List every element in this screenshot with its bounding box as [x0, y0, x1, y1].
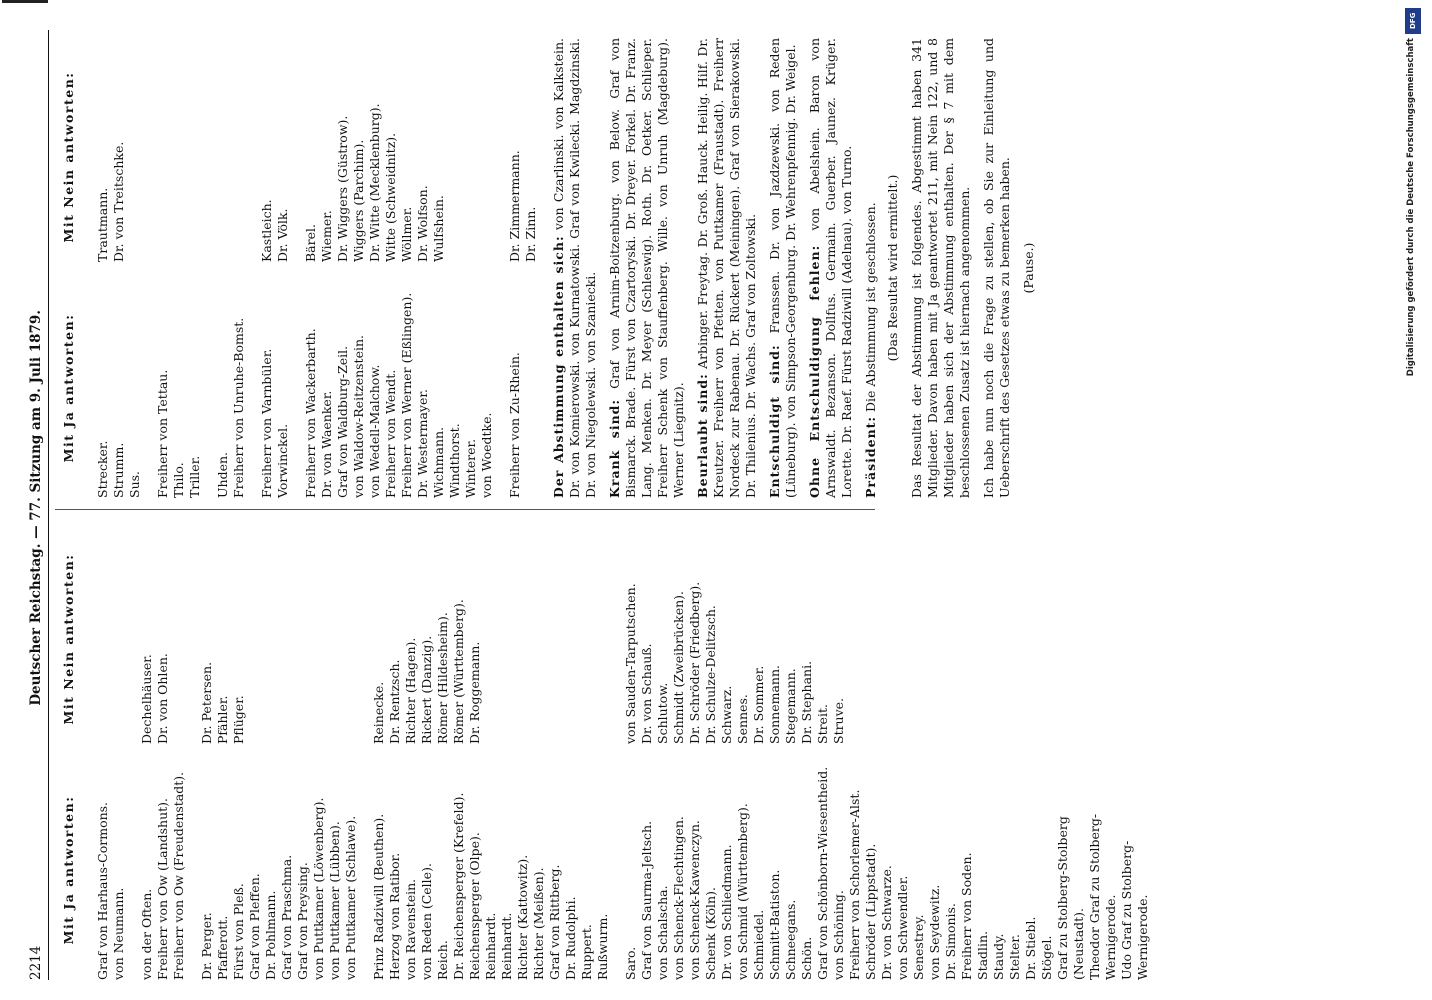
ohne-text: von Abelshein. Baron von Arnswaldt. Bezanson. Dollfus. Germain. Guerber. Jaunez. Krüger. Lorette. Dr. Raef. Fürst Radziwill (Adelnau). von Turno.: [807, 37, 854, 498]
beurlaubt-text: Arbinger. Freytag. Dr. Groß. Hauck. Heilig. Hilf. Dr. Kreutzer. Freiherr von Pfetten. von Puttkamer (Fraustadt). Freiherr Nordeck zur Rabenau. Dr. Rückert (Meiningen). Graf von Sierakowski. Dr. Thilenius. Dr. Wachs. Graf von Zoltowski.: [695, 38, 758, 498]
ja-name: Freiherr von Ow (Freudenstadt).: [171, 771, 186, 980]
ja-name: Freiherr von Unruhe-Bomst.: [231, 317, 246, 498]
page-number: 2214: [28, 945, 44, 980]
nein-name: Dr. Stephani.: [799, 660, 814, 744]
beurlaubt-lead: Beurlaubt sind:: [695, 373, 710, 498]
name-group: [95, 38, 143, 498]
ja-name: von Schenck-Kawenczyn.: [687, 820, 702, 980]
nein-heading: Mit Nein antworten:: [61, 71, 76, 243]
nein-list: [95, 534, 127, 744]
ja-name: von Puttkamer (Lübben).: [327, 821, 342, 980]
ja-name: Schmiedel.: [751, 909, 766, 980]
nein-name: Dr. Zimmermann.: [507, 150, 522, 262]
entschuldigt-text: Franssen. Dr. von Jazdzewski. von Reden (Lüneburg). von Simpson-Georgenburg. Dr. Wehrenpfennig. Dr. Weigel.: [767, 38, 798, 498]
right-paragraphs: [551, 38, 1037, 498]
nein-list: [303, 52, 495, 262]
ja-list: [139, 760, 187, 980]
ja-name: Graf von Saurma-Jeltsch.: [639, 820, 654, 980]
president-text: Die Abstimmung ist geschlossen.: [863, 202, 878, 416]
ja-name: von Schwendler.: [895, 875, 910, 980]
ja-name: Pfafferott.: [215, 915, 230, 980]
ja-name: Triller.: [187, 455, 202, 498]
ja-name: Freiherr von Tettau.: [155, 369, 170, 498]
nein-list: [507, 52, 539, 262]
ja-name: Dr. Perger.: [199, 912, 214, 980]
ja-name: von Puttkamer (Löwenberg).: [311, 797, 326, 980]
ja-name: Thilo.: [171, 462, 186, 498]
krank-paragraph: [607, 38, 687, 498]
nein-name: Dr. Völk.: [275, 208, 290, 262]
nein-name: Reinecke.: [371, 681, 386, 744]
nein-name: Wöllmer.: [399, 206, 414, 262]
ja-name: Rußwurm.: [595, 913, 610, 980]
pause-note: (Pause.): [1021, 242, 1036, 294]
nein-name: Wulfshein.: [431, 195, 446, 262]
ja-name: Freiherr von Zu-Rhein.: [507, 352, 522, 498]
ja-name: von Neumann.: [111, 887, 126, 980]
ja-name: Reinhardt.: [483, 912, 498, 980]
nein-name: von Sauden-Tarputschen.: [623, 583, 638, 744]
ja-name: Graf von Waldburg-Zeil.: [335, 345, 350, 498]
ja-list: [259, 278, 291, 498]
nein-heading: Mit Nein antworten:: [61, 553, 76, 725]
ja-name: Staudy.: [991, 933, 1006, 980]
ja-name: von Seydewitz.: [927, 884, 942, 980]
ja-name: Reich.: [435, 940, 450, 980]
ja-name: Graf von Praschma.: [279, 854, 294, 980]
ja-name: Freiherr von Ow (Landshut).: [155, 797, 170, 980]
ja-name: Freiherr von Wackerbarth.: [303, 328, 318, 498]
column-divider: [55, 509, 875, 510]
ja-name: Freiherr von Varnbüler.: [259, 348, 274, 498]
entschuldigt-lead: Entschuldigt sind:: [767, 344, 782, 498]
name-group: [623, 520, 1151, 980]
nein-name: Dr. Sommer.: [751, 665, 766, 744]
nein-name: Dr. von Treitschke.: [111, 141, 126, 262]
nein-name: Struve.: [831, 697, 846, 744]
nein-list: [215, 52, 247, 262]
name-group: [199, 520, 359, 980]
nein-name: Schlutow.: [655, 682, 670, 744]
name-group: [371, 520, 611, 980]
result-paragraph: Das Resultat der Abstimmung ist folgendes. Abgestimmt haben 341 Mitglieder. Davon haben mit Ja geantwortet 211, mit Nein 122, und 8 Mitglieder haben sich der Abstimmung enthalten. Der § 7 mit dem beschlossenen Zusatz ist hiernach angenommen.: [909, 38, 972, 498]
nein-list: [259, 52, 291, 262]
ja-name: Prinz Radziwill (Beuthen).: [371, 813, 386, 980]
nein-name: Pflüger.: [231, 695, 246, 744]
nein-name: Dr. Wolfson.: [415, 185, 430, 262]
nein-name: Dr. Rentzsch.: [387, 659, 402, 744]
column-right: [61, 38, 1163, 498]
nein-name: Römer (Hildesheim).: [435, 612, 450, 744]
ja-list: [623, 760, 1151, 980]
enthalten-text: von Czarlinski. von Kalkstein. Dr. von Komierowski. von Kurnatowski. Graf von Kwilecki. Magdzinski. Dr. von Niegolewski. von Szaniecki.: [551, 38, 598, 498]
nein-list: [199, 534, 359, 744]
ja-name: Herzog von Ratibor.: [387, 852, 402, 980]
nein-list: [371, 534, 611, 744]
nein-name: Dr. von Ohlen.: [155, 653, 170, 744]
name-group: [507, 38, 539, 498]
nein-name: Wiggers (Parchim).: [351, 139, 366, 262]
nein-name: Römer (Württemberg).: [451, 599, 466, 744]
ja-name: von Schmid (Württemberg).: [735, 803, 750, 980]
nein-name: Wiemer.: [319, 210, 334, 262]
ja-name: Udo Graf zu Stolberg-Wernigerode.: [1119, 840, 1150, 980]
nein-list: [155, 52, 203, 262]
president-paragraph: [863, 38, 879, 498]
ja-heading: Mit Ja antworten:: [61, 313, 76, 463]
closing-paragraph: Ich habe nun noch die Frage zu stellen, ob Sie zur Einleitung und Ueberschrift des Gesetzes etwas zu bemerken haben.: [981, 38, 1012, 498]
ja-list: [155, 278, 203, 498]
ja-name: Theodor Graf zu Stolberg-Wernigerode.: [1087, 813, 1118, 980]
sidebar: [1403, 8, 1425, 992]
ja-name: Windthorst.: [447, 423, 462, 498]
ja-list: [215, 278, 247, 498]
ja-name: Schmitt-Batiston.: [767, 869, 782, 980]
ja-list: [95, 278, 143, 498]
ja-name: von Schenck-Flechtingen.: [671, 816, 686, 980]
nein-name: Dr. Schröder (Friedberg).: [687, 581, 702, 744]
ja-name: Reichensperger (Olpe).: [467, 832, 482, 980]
name-group: [215, 38, 247, 498]
page-header: [28, 30, 49, 980]
ja-name: von Schalscha.: [655, 885, 670, 980]
ja-name: von Schöning.: [831, 890, 846, 980]
ja-name: Stögel.: [1039, 935, 1054, 980]
ja-name: Schröder (Lippstadt).: [863, 843, 878, 980]
nein-name: Witte (Schweidnitz).: [383, 132, 398, 262]
nein-name: Dechelhäuser.: [139, 654, 154, 744]
krank-lead: Krank sind:: [607, 398, 622, 498]
ja-name: von Puttkamer (Schlawe).: [343, 815, 358, 980]
ja-name: Freiherr von Werner (Eßlingen).: [399, 292, 414, 498]
ja-name: von Waldow-Reitzenstein.: [351, 335, 366, 498]
ja-name: Dr. von Schwarze.: [879, 865, 894, 980]
ja-name: Freiherr von Schorlemer-Alst.: [847, 789, 862, 980]
name-group: [259, 38, 291, 498]
nein-name: Bärel.: [303, 224, 318, 262]
ja-name: Stadlin.: [975, 930, 990, 980]
ja-name: Dr. Reichensperger (Krefeld).: [451, 792, 466, 980]
dfg-logo-badge: DFG: [1405, 8, 1421, 34]
ja-name: Dr. Stiebl.: [1023, 916, 1038, 980]
nein-name: Sonnemann.: [767, 665, 782, 744]
ja-name: Saro.: [623, 946, 638, 980]
ja-name: Sus.: [127, 470, 142, 498]
ja-name: Ruppert.: [579, 924, 594, 980]
ja-name: von Ravenstein.: [403, 878, 418, 980]
ja-list: [303, 278, 495, 498]
ja-name: Richter (Kattowitz).: [515, 854, 530, 980]
ja-name: Strumm.: [111, 442, 126, 498]
ja-name: Richter (Meißen).: [531, 867, 546, 980]
ja-name: von Wedell-Malchow.: [367, 364, 382, 498]
page-title: Deutscher Reichstag. — 77. Sitzung am 9. Juli 1879.: [28, 309, 44, 706]
ja-name: Dr. von Waenker.: [319, 390, 334, 498]
name-group: [95, 520, 127, 980]
ja-name: Reinhardt.: [499, 912, 514, 980]
ja-name: Schneegans.: [783, 899, 798, 980]
ja-name: Freiherr von Soden.: [959, 852, 974, 980]
ja-list: [507, 278, 539, 498]
ja-name: Dr. Pohlmann.: [263, 890, 278, 980]
ja-list: [199, 760, 359, 980]
ja-name: Dr. Westermayer.: [415, 389, 430, 498]
ja-name: Graf von Preysing.: [295, 862, 310, 980]
ja-name: Uhden.: [215, 451, 230, 498]
enthalten-lead: Der Abstimmung enthalten sich:: [551, 235, 566, 498]
ja-name: Fürst von Pleß.: [231, 883, 246, 980]
ja-name: Schenk (Köln).: [703, 887, 718, 980]
nein-name: Dr. Schulze-Delitzsch.: [703, 605, 718, 744]
digitization-credit: Digitalisierung gefördert durch die Deutsche Forschungsgemeinschaft: [1406, 38, 1416, 377]
nein-name: Trautmann.: [95, 187, 110, 262]
nein-list: [623, 534, 1151, 744]
ohne-paragraph: [807, 38, 855, 498]
ja-name: Freiherr von Wendt.: [383, 369, 398, 498]
name-group: [155, 38, 203, 498]
entschuldigt-paragraph: [767, 38, 799, 498]
nein-name: Schwarz.: [719, 685, 734, 744]
ja-name: Graf von Harhaus-Cormons.: [95, 801, 110, 980]
ja-name: Dr. Simonis.: [943, 903, 958, 980]
ja-name: Senestrey.: [911, 914, 926, 980]
name-group: [139, 520, 187, 980]
ja-name: Dr. von Schliedmann.: [719, 844, 734, 980]
nein-list: [95, 52, 143, 262]
ja-name: Schön.: [799, 936, 814, 980]
ja-list: [371, 760, 611, 980]
krank-text: Graf von Arnim-Boitzenburg. von Below. Graf von Bismarck. Brade. Fürst von Czartoryski. Dr. Dreyer. Forkel. Dr. Franz. Lang. Menken. Dr. Meyer (Schleswig). Roth. Dr. Oetker. Schlieper. Freiherr Schenk von Stauffenberg. Wille. von Unruh (Magdeburg). Werner (Liegnitz).: [607, 37, 686, 498]
nein-name: Sennes.: [735, 694, 750, 744]
nein-name: Dr. Petersen.: [199, 661, 214, 744]
nein-name: Stegemann.: [783, 668, 798, 744]
nein-name: Dr. Zinn.: [523, 206, 538, 262]
name-group: [303, 38, 495, 498]
ja-name: Vorwinckel.: [275, 423, 290, 498]
ja-name: Graf zu Stolberg-Stolberg (Neustadt).: [1055, 812, 1086, 980]
nein-name: Richter (Hagen).: [403, 637, 418, 744]
ja-name: Graf von Pleffen.: [247, 873, 262, 980]
nein-name: Schmidt (Zweibrücken).: [671, 590, 686, 744]
ja-name: Stelter.: [1007, 934, 1022, 980]
ja-name: Graf von Schönborn-Wiesentheid.: [815, 766, 830, 980]
ja-name: Wichmann.: [431, 426, 446, 498]
nein-name: Dr. Witte (Mecklenburg).: [367, 103, 382, 262]
nein-name: Streit.: [815, 704, 830, 744]
column-left: [61, 520, 1163, 980]
ja-list: [95, 760, 127, 980]
ja-name: von der Often.: [139, 888, 154, 980]
ja-name: Graf von Rittberg.: [547, 864, 562, 980]
nein-name: Rickert (Danzig).: [419, 635, 434, 744]
paren-result: (Das Resultat wird ermittelt.): [885, 174, 900, 362]
nein-name: Kastleich.: [259, 199, 274, 262]
ja-name: von Reden (Celle).: [419, 863, 434, 980]
president-label: Präsident:: [863, 415, 878, 498]
nein-list: [139, 534, 187, 744]
nein-name: Dr. von Schauß.: [639, 643, 654, 744]
nein-name: Dr. Roggemann.: [467, 641, 482, 744]
nein-name: Dr. Wiggers (Güstrow).: [335, 115, 350, 262]
enthalten-paragraph: [551, 38, 599, 498]
ja-name: von Woedtke.: [479, 412, 494, 498]
nein-name: Pfähler.: [215, 695, 230, 744]
ja-name: Winterer.: [463, 438, 478, 498]
ohne-lead: Ohne Entschuldigung fehlen:: [807, 244, 822, 498]
beurlaubt-paragraph: [695, 38, 759, 498]
ja-name: Dr. Rudolphi.: [563, 896, 578, 980]
ja-heading: Mit Ja antworten:: [61, 795, 76, 945]
ja-name: Strecker.: [95, 440, 110, 498]
